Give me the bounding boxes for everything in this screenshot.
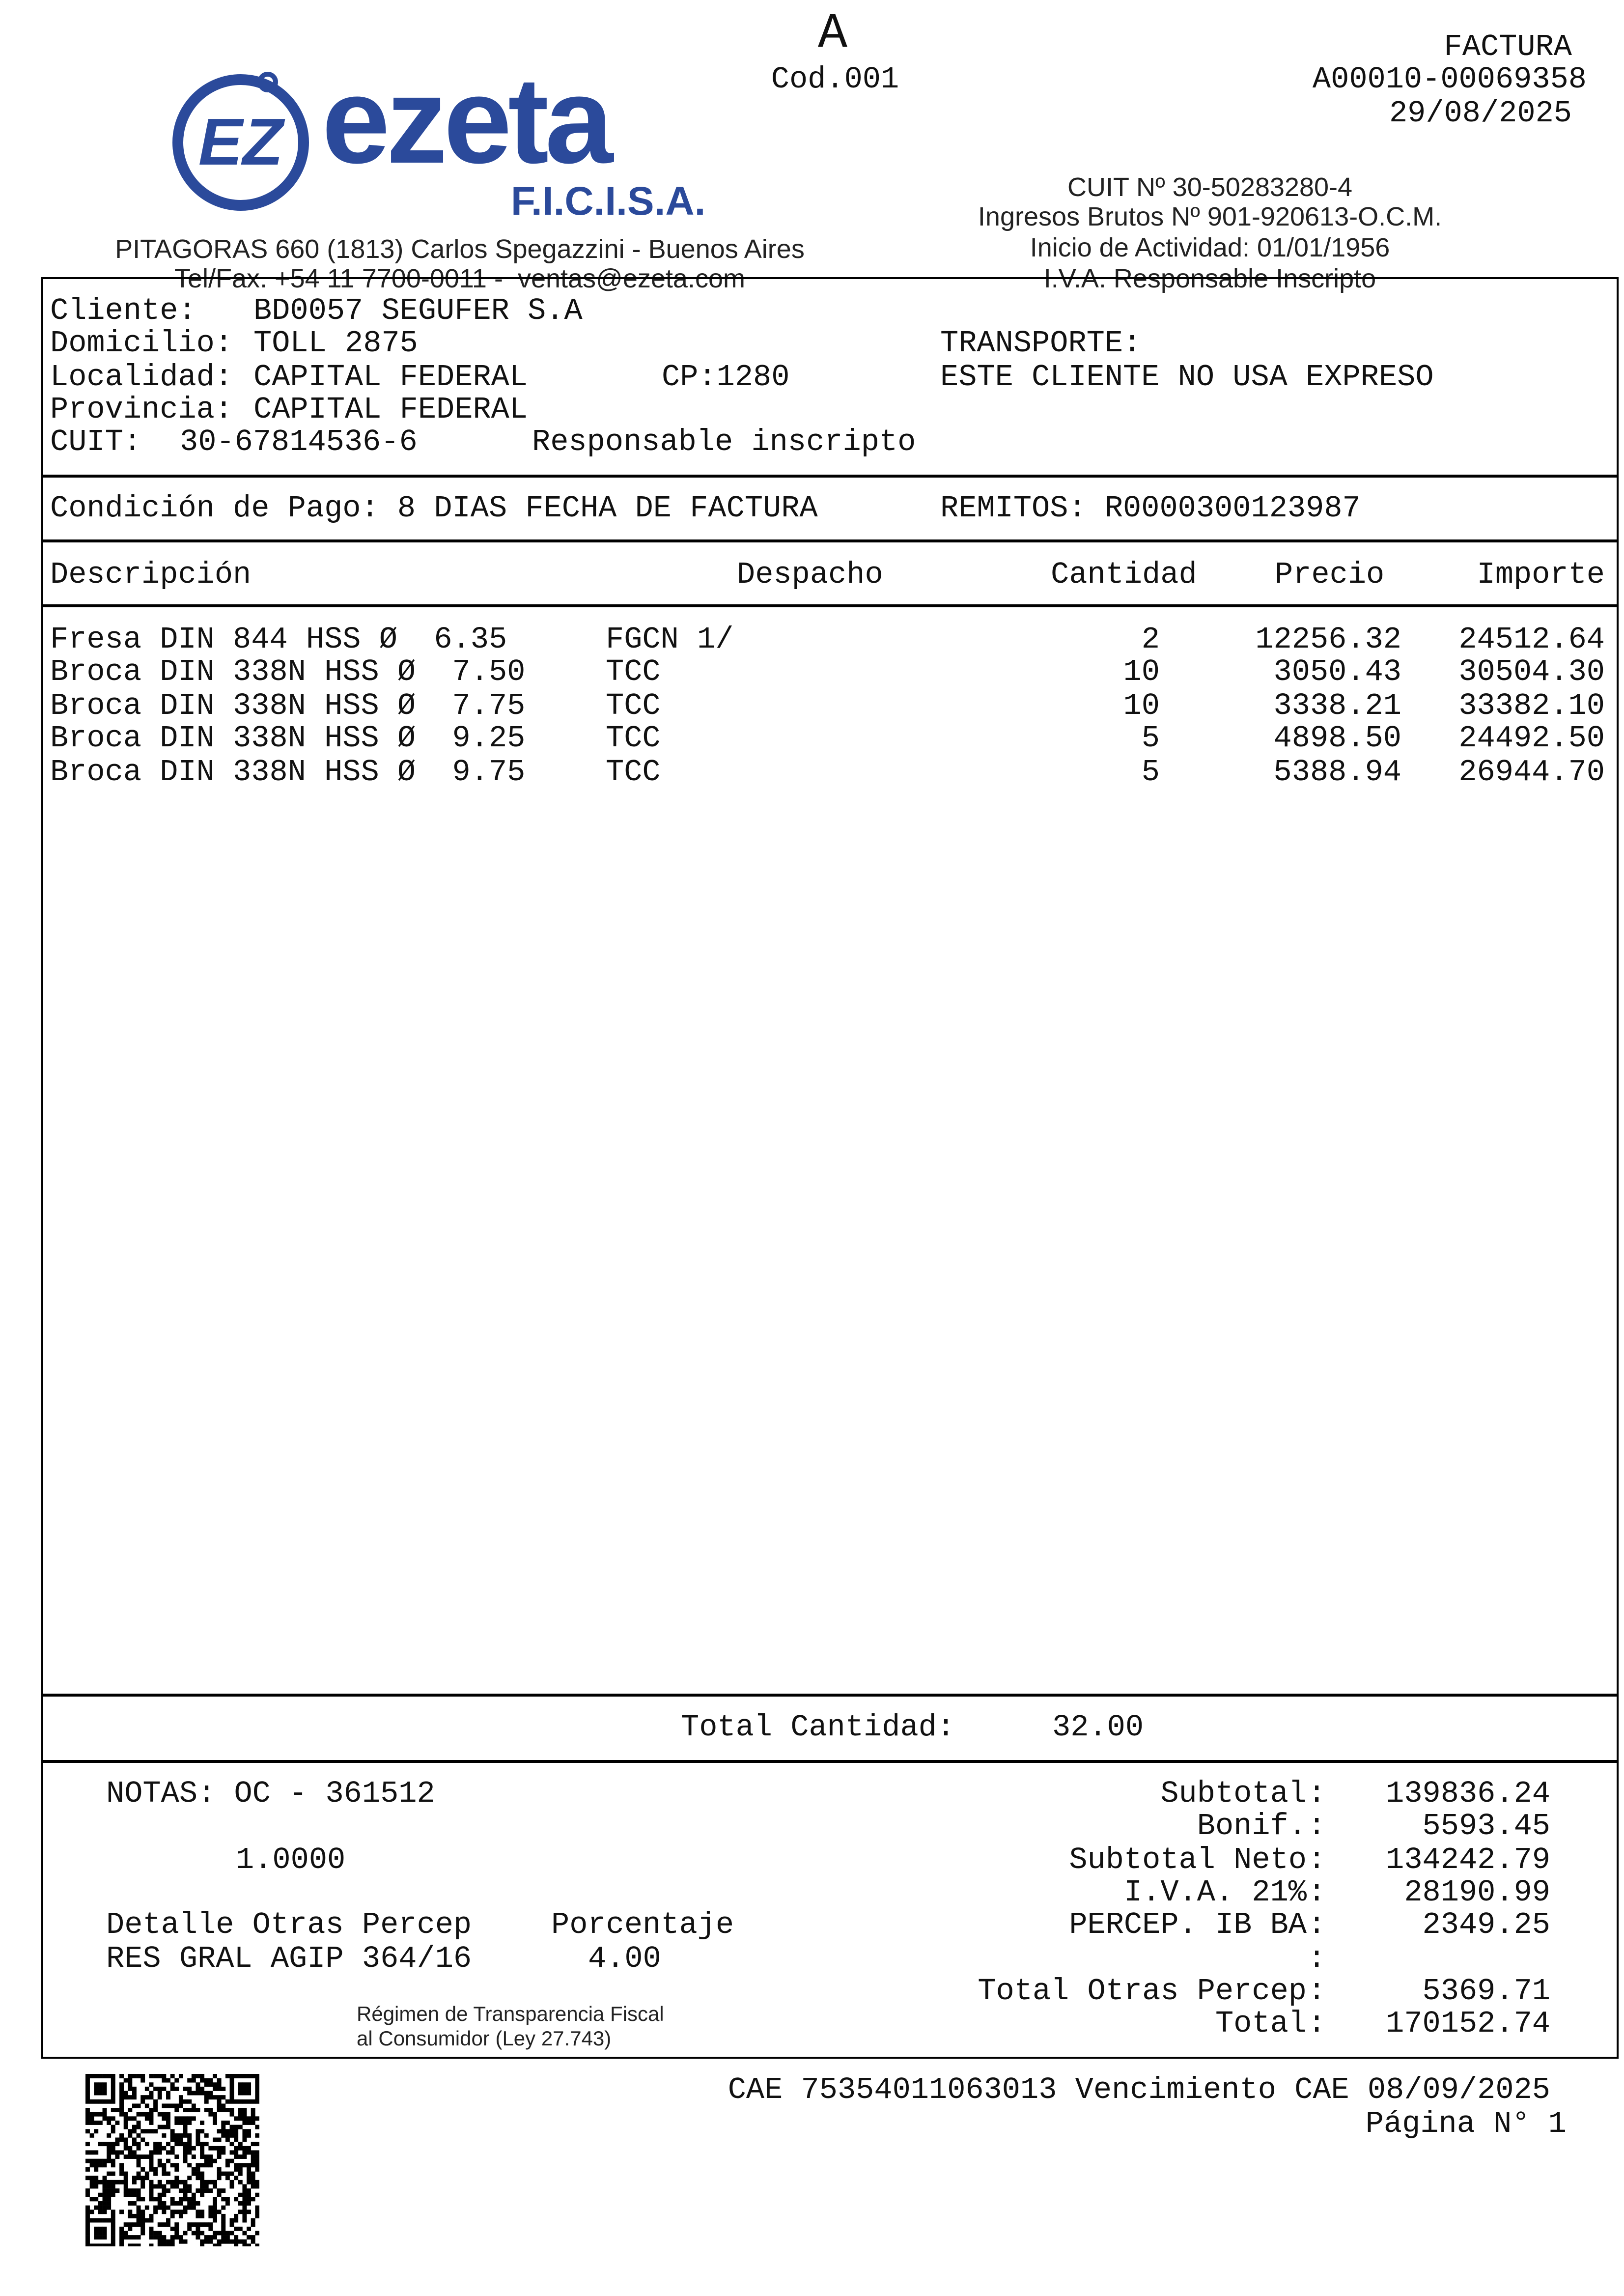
item-description: Broca DIN 338N HSS Ø 7.75 — [50, 688, 526, 723]
totals-value: 5369.71 — [1422, 1974, 1550, 2009]
page-number: Página N° 1 — [1365, 2106, 1567, 2141]
factor: 1.0000 — [236, 1842, 346, 1877]
totals-label: Total Otras Percep — [978, 1974, 1307, 2009]
item-description: Broca DIN 338N HSS Ø 9.25 — [50, 721, 526, 756]
postal-code: CP:1280 — [662, 360, 790, 395]
logo-name: ezeta — [322, 52, 610, 189]
header-quantity: Cantidad — [1051, 557, 1197, 592]
client-iva-condition: Responsable inscripto — [532, 425, 916, 459]
item-quantity: 5 — [1141, 755, 1160, 790]
totals-value: 2349.25 — [1422, 1907, 1550, 1942]
header-description: Descripción — [50, 557, 252, 592]
company-cuit: CUIT Nº 30-50283280-4 — [1067, 172, 1353, 202]
totals-value: 139836.24 — [1386, 1776, 1550, 1811]
company-logo — [167, 52, 722, 226]
item-price: 4898.50 — [1273, 721, 1401, 756]
address-value: TOLL 2875 — [253, 326, 418, 361]
totals-label: Subtotal — [1160, 1776, 1307, 1811]
totals-value: 170152.74 — [1386, 2006, 1550, 2041]
cae-info: CAE 75354011063013 Vencimiento CAE 08/09/2025 — [728, 2072, 1550, 2107]
invoice-date: 29/08/2025 — [1389, 96, 1572, 131]
totals-colon: : — [1308, 1875, 1326, 1910]
perception-detail-item: RES GRAL AGIP 364/16 — [106, 1941, 472, 1976]
totals-value: 28190.99 — [1404, 1875, 1550, 1910]
client-cuit-value: 30-67814536-6 — [180, 425, 418, 459]
item-quantity: 5 — [1141, 721, 1160, 756]
invoice-letter: A — [817, 6, 847, 62]
total-quantity-value: 32.00 — [1052, 1710, 1144, 1745]
item-description: Broca DIN 338N HSS Ø 7.50 — [50, 654, 526, 689]
header-price: Precio — [1275, 557, 1385, 592]
item-price: 3050.43 — [1273, 654, 1401, 689]
item-description: Broca DIN 338N HSS Ø 9.75 — [50, 755, 526, 790]
invoice-number: A00010-00069358 — [1312, 62, 1587, 97]
item-amount: 26944.70 — [1458, 755, 1605, 790]
totals-colon: : — [1308, 1974, 1326, 2009]
item-despacho: TCC — [606, 721, 661, 756]
totals-colon: : — [1308, 1842, 1326, 1877]
company-start-date: Inicio de Actividad: 01/01/1956 — [1030, 233, 1390, 262]
totals-label: Bonif. — [1197, 1809, 1307, 1843]
divider — [41, 604, 1618, 607]
totals-colon: : — [1308, 1809, 1326, 1843]
item-despacho: FGCN 1/ — [606, 622, 734, 657]
client-cuit-label: CUIT: — [50, 425, 142, 459]
transport-value: ESTE CLIENTE NO USA EXPRESO — [940, 360, 1434, 395]
logo-monogram-icon — [169, 71, 312, 214]
item-amount: 24492.50 — [1458, 721, 1605, 756]
locality-label: Localidad: — [50, 360, 233, 395]
company-iva: I.V.A. Responsable Inscripto — [1043, 264, 1376, 293]
item-price: 12256.32 — [1255, 622, 1401, 657]
header-amount: Importe — [1477, 557, 1605, 592]
item-quantity: 10 — [1123, 654, 1160, 689]
divider — [41, 1694, 1618, 1697]
locality-value: CAPITAL FEDERAL — [253, 360, 528, 395]
perception-percent-header: Porcentaje — [551, 1907, 734, 1942]
doc-type: FACTURA — [1444, 29, 1572, 64]
invoice-code: Cod.001 — [771, 62, 899, 97]
province-label: Provincia: — [50, 392, 233, 427]
company-iibb: Ingresos Brutos Nº 901-920613-O.C.M. — [978, 202, 1442, 231]
totals-colon: : — [1308, 1776, 1326, 1811]
item-description: Fresa DIN 844 HSS Ø 6.35 — [50, 622, 507, 657]
divider — [41, 539, 1618, 542]
totals-label: PERCEP. IB BA — [1069, 1907, 1307, 1942]
item-quantity: 2 — [1141, 622, 1160, 657]
company-address: PITAGORAS 660 (1813) Carlos Spegazzini - Buenos Aires — [115, 234, 805, 264]
totals-label: Total — [1215, 2006, 1307, 2041]
divider — [41, 475, 1618, 478]
fiscal-regime-line-2: al Consumidor (Ley 27.743) — [357, 2027, 612, 2050]
company-contact: Tel/Fax. +54 11 7700-0011 - ventas@ezeta.com — [174, 264, 745, 293]
transport-label: TRANSPORTE: — [940, 326, 1142, 361]
item-price: 5388.94 — [1273, 755, 1401, 790]
client-value: BD0057 SEGUFER S.A — [253, 293, 583, 328]
perception-detail-header: Detalle Otras Percep — [106, 1907, 472, 1942]
totals-value: 134242.79 — [1386, 1842, 1550, 1877]
totals-colon: : — [1308, 1907, 1326, 1942]
perception-percent-item: 4.00 — [588, 1941, 661, 1976]
item-amount: 24512.64 — [1458, 622, 1605, 657]
logo-suffix: F.I.C.I.S.A. — [511, 179, 706, 224]
item-despacho: TCC — [606, 688, 661, 723]
totals-label: Subtotal Neto — [1069, 1842, 1307, 1877]
item-quantity: 10 — [1123, 688, 1160, 723]
client-label: Cliente: — [50, 293, 196, 328]
totals-label: I.V.A. 21% — [1123, 1875, 1307, 1910]
header-despacho: Despacho — [737, 557, 883, 592]
province-value: CAPITAL FEDERAL — [253, 392, 528, 427]
total-quantity-label: Total Cantidad: — [681, 1710, 955, 1745]
notes: NOTAS: OC - 361512 — [106, 1776, 435, 1811]
item-price: 3338.21 — [1273, 688, 1401, 723]
payment-condition: Condición de Pago: 8 DIAS FECHA DE FACTURA — [50, 491, 818, 526]
totals-colon: : — [1308, 2006, 1326, 2041]
remitos: REMITOS: R0000300123987 — [940, 491, 1361, 526]
logo-monogram: EZ — [198, 105, 283, 179]
item-amount: 30504.30 — [1458, 654, 1605, 689]
item-amount: 33382.10 — [1458, 688, 1605, 723]
fiscal-regime-line-1: Régimen de Transparencia Fiscal — [357, 2002, 664, 2025]
address-label: Domicilio: — [50, 326, 233, 361]
item-despacho: TCC — [606, 755, 661, 790]
divider — [41, 1760, 1618, 1763]
totals-colon: : — [1308, 1941, 1326, 1976]
totals-value: 5593.45 — [1422, 1809, 1550, 1843]
item-despacho: TCC — [606, 654, 661, 689]
qr-code[interactable] — [85, 2074, 259, 2246]
